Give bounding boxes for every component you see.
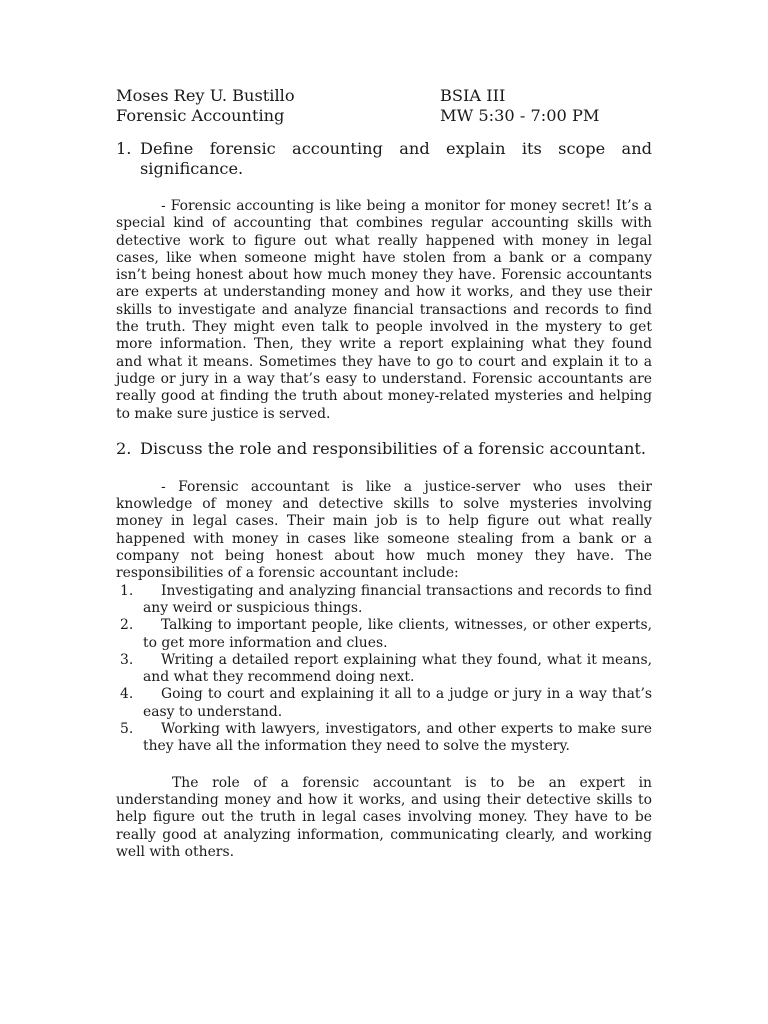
subject-label: Forensic Accounting (116, 106, 285, 125)
list-item-text: Investigating and analyzing financial transactions and records to find any weird or suspicious things. (143, 582, 652, 616)
student-name: Moses Rey U. Bustillo (116, 86, 295, 105)
responsibilities-list (116, 583, 652, 756)
document-page (116, 86, 652, 861)
list-item-number: 2. (120, 617, 134, 634)
question-1-text: Define forensic accounting and explain its scope and significance. (140, 139, 652, 178)
list-item-text: Working with lawyers, investigators, and other experts to make sure they have all the information they need to solve the mystery. (143, 721, 652, 755)
program-label: BSIA III (440, 86, 506, 105)
question-1 (116, 139, 652, 179)
list-item-text: Talking to important people, like clients, witnesses, or other experts, to get more information and clues. (143, 617, 652, 651)
role-paragraph: The role of a forensic accountant is to be an expert in understanding money and how it works, and using their detective skills to help figure out the truth in legal cases involving money. They have to be really good at analyzing information, communicating clearly, and working well with others. (116, 774, 652, 860)
list-item-number: 3. (120, 651, 134, 668)
list-item (116, 617, 652, 652)
schedule-label: MW 5:30 - 7:00 PM (440, 106, 600, 125)
question-2-number: 2. (116, 438, 132, 458)
list-item-text: Writing a detailed report explaining what they found, what it means, and what they recommend doing next. (143, 651, 652, 686)
answer-1-paragraph: - Forensic accounting is like being a monitor for money secret! It’s a special kind of accounting that combines regular accounting skills with detective work to figure out what really happened with money in legal cases, like when someone might have stolen from a bank or a company isn’t being honest about how much money they have. Forensic accountants are experts at understanding money and how it works, and they use their skills to investigate and analyze financial transactions and records to find the truth. They might even talk to people involved in the mystery to get more information. Then, they write a report explaining what they found and what it means. Sometimes they have to go to court and explain it to a judge or jury in a way that’s easy to understand. Forensic accountants are really good at finding the truth about money-related mysteries and helping to make sure justice is served. (116, 198, 652, 422)
list-item (116, 583, 652, 618)
list-item (116, 652, 652, 687)
question-1-number: 1. (116, 139, 132, 158)
header-row-2 (116, 106, 652, 126)
list-item (116, 721, 652, 756)
list-item-number: 4. (120, 686, 134, 703)
list-item-number: 1. (120, 582, 134, 599)
question-2-text: Discuss the role and responsibilities of a forensic accountant. (140, 438, 647, 458)
answer-2-intro: - Forensic accountant is like a justice-server who uses their knowledge of money and detective skills to solve mysteries involving money in legal cases. Their main job is to help figure out what really happened with money in cases like someone stealing from a bank or a company not being honest about how much money they have. The responsibilities of a forensic accountant include: (116, 478, 652, 582)
header-row-1 (116, 86, 652, 106)
list-item-number: 5. (120, 721, 134, 738)
list-item-text: Going to court and explaining it all to a judge or jury in a way that’s easy to understand. (143, 686, 652, 720)
question-2 (116, 439, 652, 459)
list-item (116, 686, 652, 721)
